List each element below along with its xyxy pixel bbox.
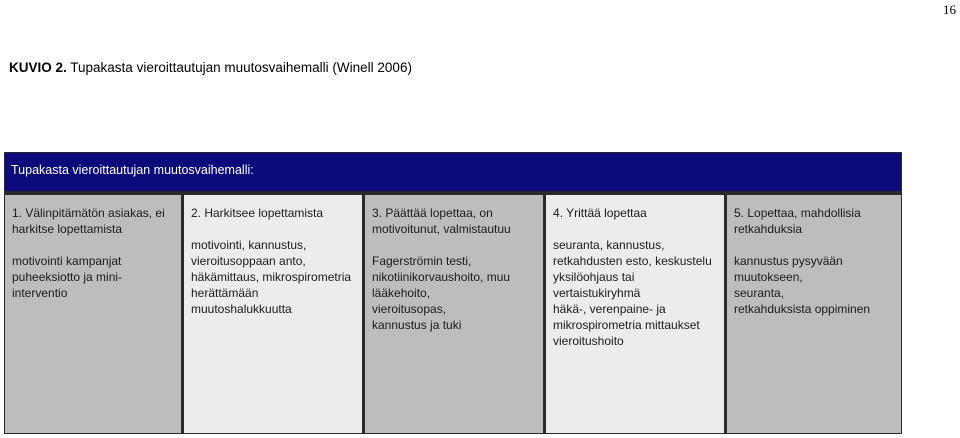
stage-column-5 [727,195,901,433]
figure-caption [9,60,412,75]
stage-title: 4. Yrittää lopettaa [553,206,647,220]
figure-label: KUVIO 2. [9,60,67,75]
stage-column-3 [365,195,543,433]
stage-description: Fagerströmin testi, nikotiinikorvaushoito, muu lääkehoito, vieroitusopas, kannustus ja tuki [372,254,511,332]
stage-column-4 [546,195,724,433]
stage-description: motivointi kampanjat puheeksiotto ja mini- interventio [12,254,123,300]
stage-description: kannustus pysyvään muutokseen, seuranta, retkahduksista oppiminen [734,254,871,316]
stage-title: 1. Välinpitämätön asiakas, ei harkitse lopettamista [12,206,165,236]
stage-column-1 [5,195,181,433]
stage-title: 3. Päättää lopettaa, on motivoitunut, valmistautuu [372,206,511,236]
stage-title: 5. Lopettaa, mahdollisia retkahduksia [734,206,861,236]
model-header: Tupakasta vieroittautujan muutosvaihemalli: [5,153,901,191]
figure-title: Tupakasta vieroittautujan muutosvaihemalli (Winell 2006) [70,60,412,75]
stage-model-table [4,152,902,434]
stage-description: motivointi, kannustus, vieroitusoppaan anto, häkämittaus, mikrospirometria herättämään muutoshalukkuutta [191,238,352,316]
stage-title: 2. Harkitsee lopettamista [191,206,324,220]
stage-description: seuranta, kannustus, retkahdusten esto, keskustelu yksilöohjaus tai vertaistukiryhmä häkä-, verenpaine- ja mikrospirometria mittaukset vieroitushoito [553,238,712,348]
stage-column-2 [184,195,362,433]
page-number: 16 [943,2,956,17]
